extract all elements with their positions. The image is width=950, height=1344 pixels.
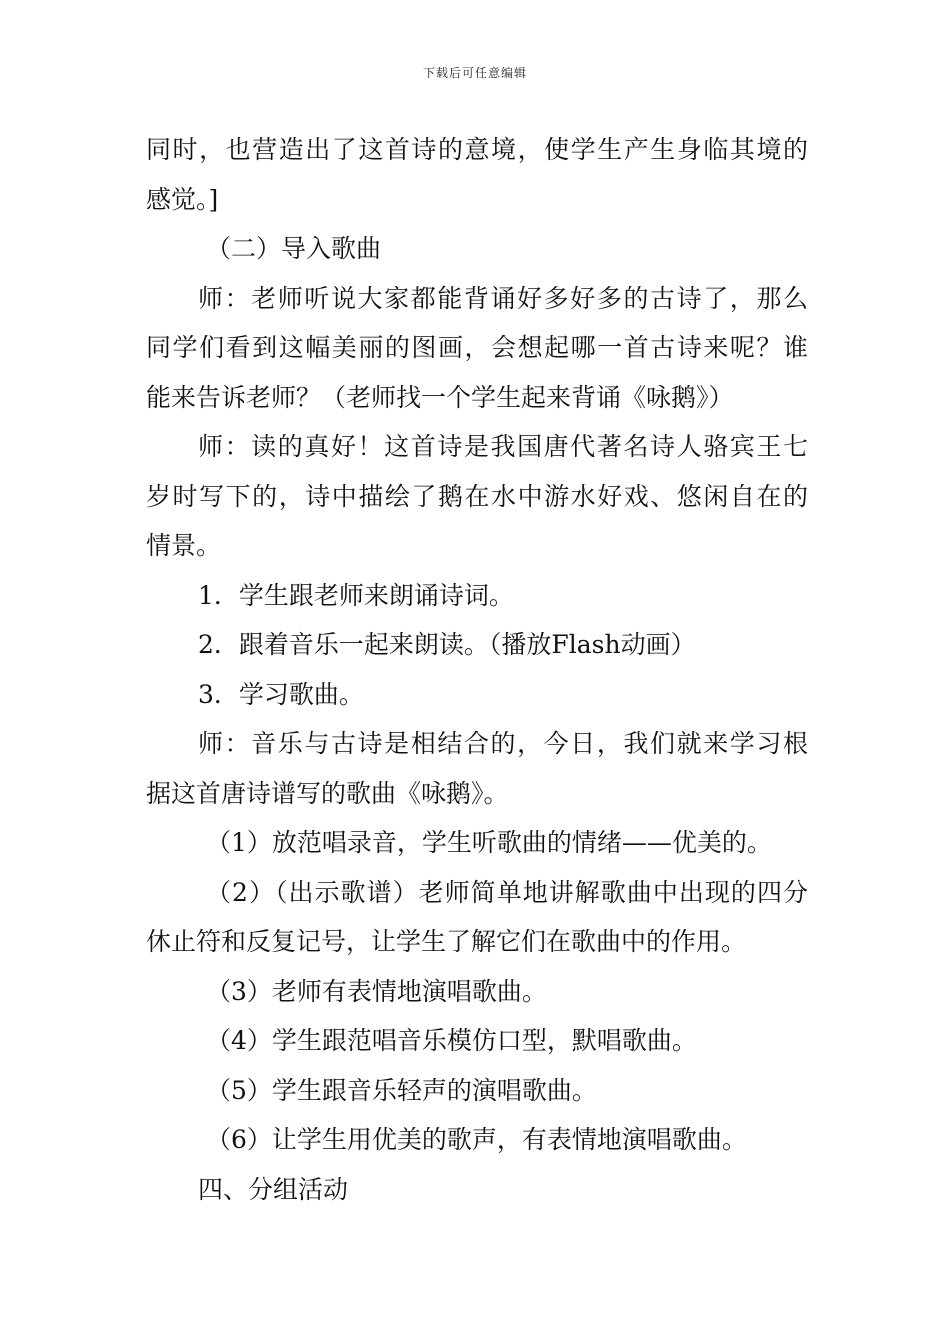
text-line: 2．跟着音乐一起来朗读。（播放Flash动画） <box>198 630 696 659</box>
text-line: 感觉。] <box>146 184 219 214</box>
text-line: 3．学习歌曲。 <box>198 679 364 709</box>
text-line: 据这首唐诗谱写的歌曲《咏鹅》。 <box>146 778 509 808</box>
text-line: 休止符和反复记号，让学生了解它们在歌曲中的作用。 <box>146 927 747 956</box>
text-line: 师：老师听说大家都能背诵好多好多的古诗了，那么 <box>198 283 808 313</box>
text-line: （2）（出示歌谱）老师简单地讲解歌曲中出现的四分 <box>206 877 808 907</box>
text-line: （二）导入歌曲 <box>206 234 382 263</box>
text-line: 能来告诉老师？（老师找一个学生起来背诵《咏鹅》） <box>146 382 734 412</box>
text-line: 岁时写下的，诗中描绘了鹅在水中游水好戏、悠闲自在的 <box>146 481 808 511</box>
text-line: 四、分组活动 <box>198 1174 349 1204</box>
body-text <box>146 125 808 1214</box>
header-note: 下载后可任意编辑 <box>422 66 527 80</box>
text-line: 情景。 <box>146 531 222 560</box>
text-line: （6）让学生用优美的歌声，有表情地演唱歌曲。 <box>206 1125 747 1154</box>
text-line: 同学们看到这幅美丽的图画，会想起哪一首古诗来呢？谁 <box>146 333 808 362</box>
text-line: 1．学生跟老师来朗诵诗词。 <box>198 580 514 610</box>
text-line: 师：读的真好！这首诗是我国唐代著名诗人骆宾王七 <box>198 432 808 461</box>
text-line: （5）学生跟音乐轻声的演唱歌曲。 <box>206 1075 597 1105</box>
text-line: （1）放范唱录音，学生听歌曲的情绪——优美的。 <box>206 828 772 857</box>
text-line: 同时，也营造出了这首诗的意境，使学生产生身临其境的 <box>146 135 808 164</box>
text-line: （3）老师有表情地演唱歌曲。 <box>206 976 547 1006</box>
text-line: 师：音乐与古诗是相结合的，今日，我们就来学习根 <box>198 729 808 758</box>
text-line: （4）学生跟范唱音乐模仿口型，默唱歌曲。 <box>206 1026 697 1055</box>
